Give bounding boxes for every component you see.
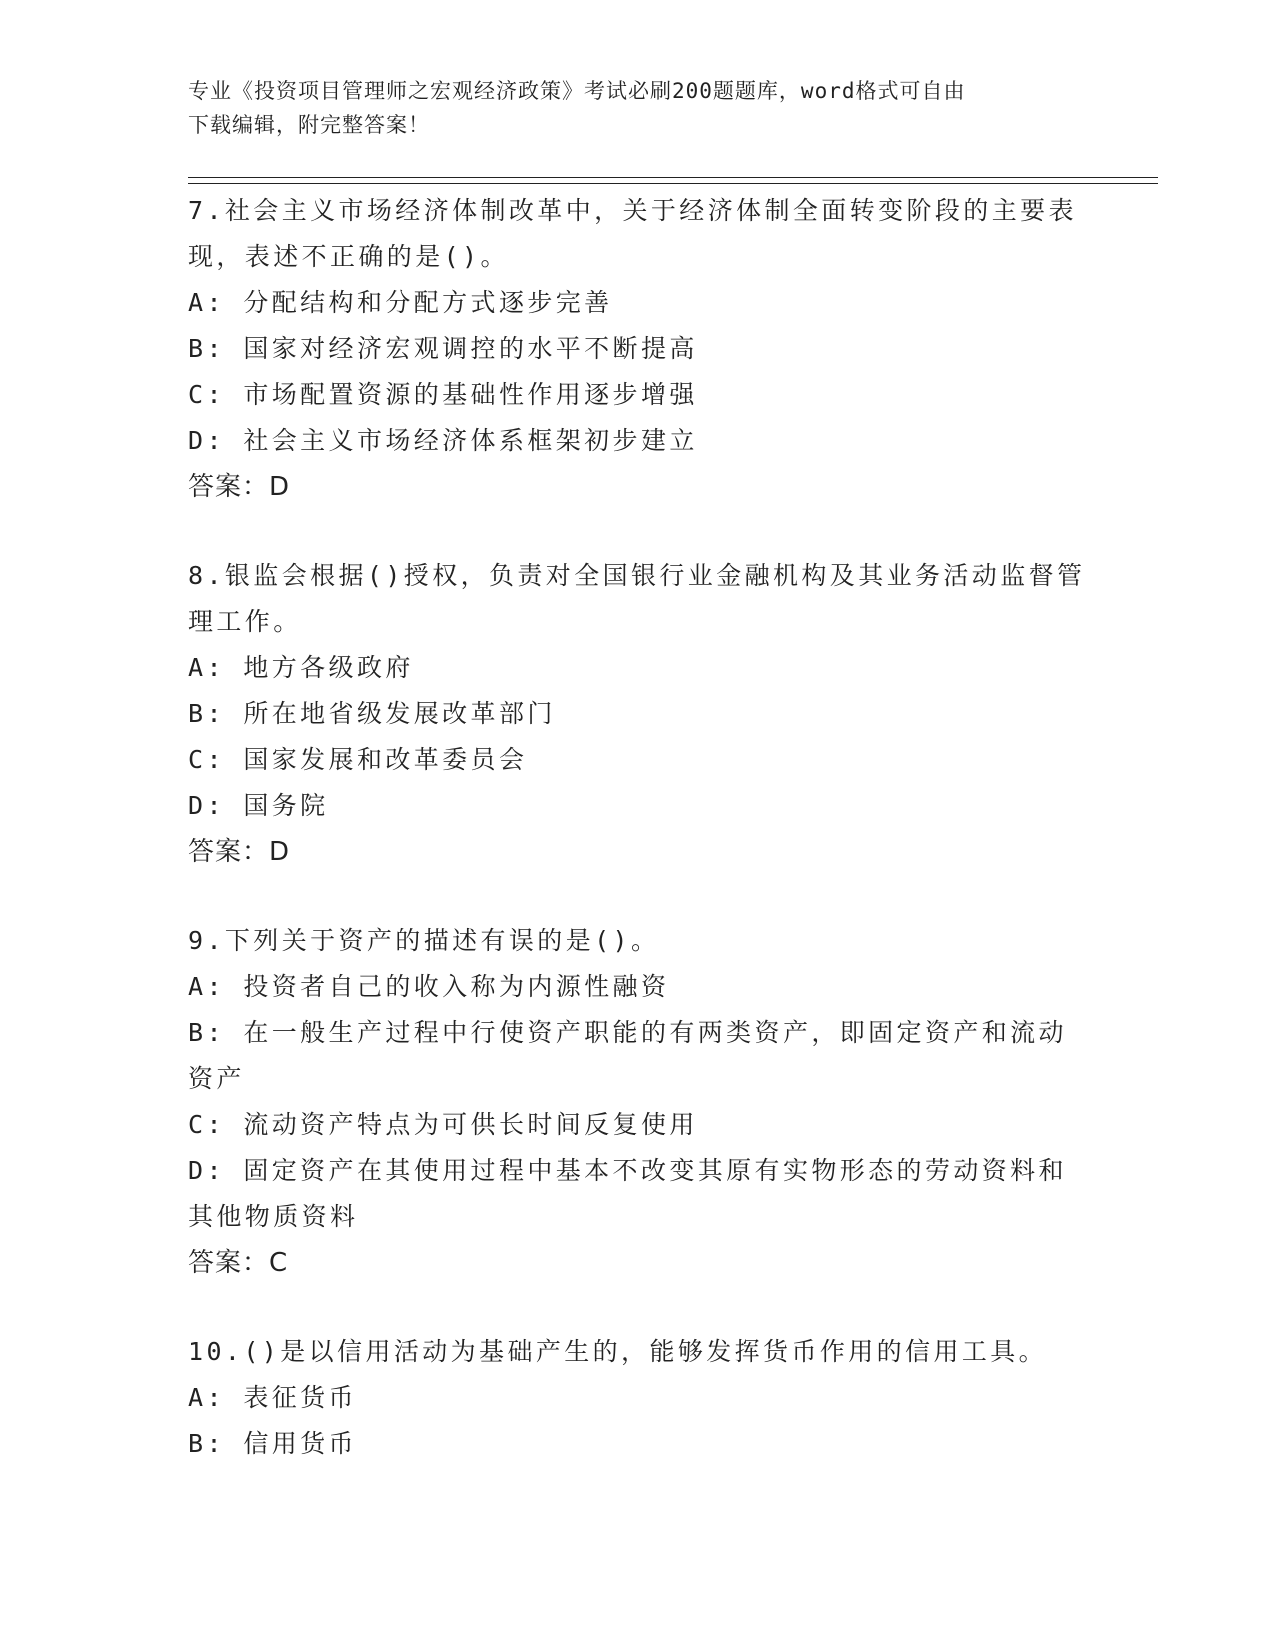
option-d: D: 固定资产在其使用过程中基本不改变其原有实物形态的劳动资料和其他物质资料 xyxy=(188,1156,1067,1231)
document-header xyxy=(188,74,1068,142)
option-b: B: 国家对经济宏观调控的水平不断提高 xyxy=(188,334,698,363)
option-a: A: 投资者自己的收入称为内源性融资 xyxy=(188,972,670,1001)
option-d: D: 国务院 xyxy=(188,791,329,820)
question-stem: 9.下列关于资产的描述有误的是()。 xyxy=(188,926,660,955)
answer-line: 答案：D xyxy=(188,837,291,867)
option-a: A: 分配结构和分配方式逐步完善 xyxy=(188,288,613,317)
option-a: A: 表征货币 xyxy=(188,1383,357,1412)
option-c: C: 市场配置资源的基础性作用逐步增强 xyxy=(188,380,698,409)
answer-line: 答案：C xyxy=(188,1248,289,1278)
question-stem: 7.社会主义市场经济体制改革中，关于经济体制全面转变阶段的主要表现，表述不正确的是()。 xyxy=(188,196,1077,271)
question-7 xyxy=(188,188,1088,510)
option-a: A: 地方各级政府 xyxy=(188,653,414,682)
option-b: B: 信用货币 xyxy=(188,1429,357,1458)
question-8 xyxy=(188,553,1088,875)
answer-line: 答案：D xyxy=(188,472,291,502)
question-9 xyxy=(188,918,1088,1286)
question-stem: 10.()是以信用活动为基础产生的，能够发挥货币作用的信用工具。 xyxy=(188,1337,1048,1366)
question-stem: 8.银监会根据()授权，负责对全国银行业金融机构及其业务活动监督管理工作。 xyxy=(188,561,1086,636)
option-c: C: 流动资产特点为可供长时间反复使用 xyxy=(188,1110,698,1139)
option-b: B: 在一般生产过程中行使资产职能的有两类资产，即固定资产和流动资产 xyxy=(188,1018,1067,1093)
header-line-1: 专业《投资项目管理师之宏观经济政策》考试必刷200题题库，word格式可自由 xyxy=(188,79,966,103)
header-divider-bottom xyxy=(188,183,1158,184)
header-line-2: 下载编辑，附完整答案！ xyxy=(188,113,430,137)
option-c: C: 国家发展和改革委员会 xyxy=(188,745,528,774)
option-b: B: 所在地省级发展改革部门 xyxy=(188,699,556,728)
option-d: D: 社会主义市场经济体系框架初步建立 xyxy=(188,426,698,455)
question-list xyxy=(188,188,1088,1510)
header-divider-top xyxy=(188,177,1158,178)
question-10 xyxy=(188,1329,1088,1467)
